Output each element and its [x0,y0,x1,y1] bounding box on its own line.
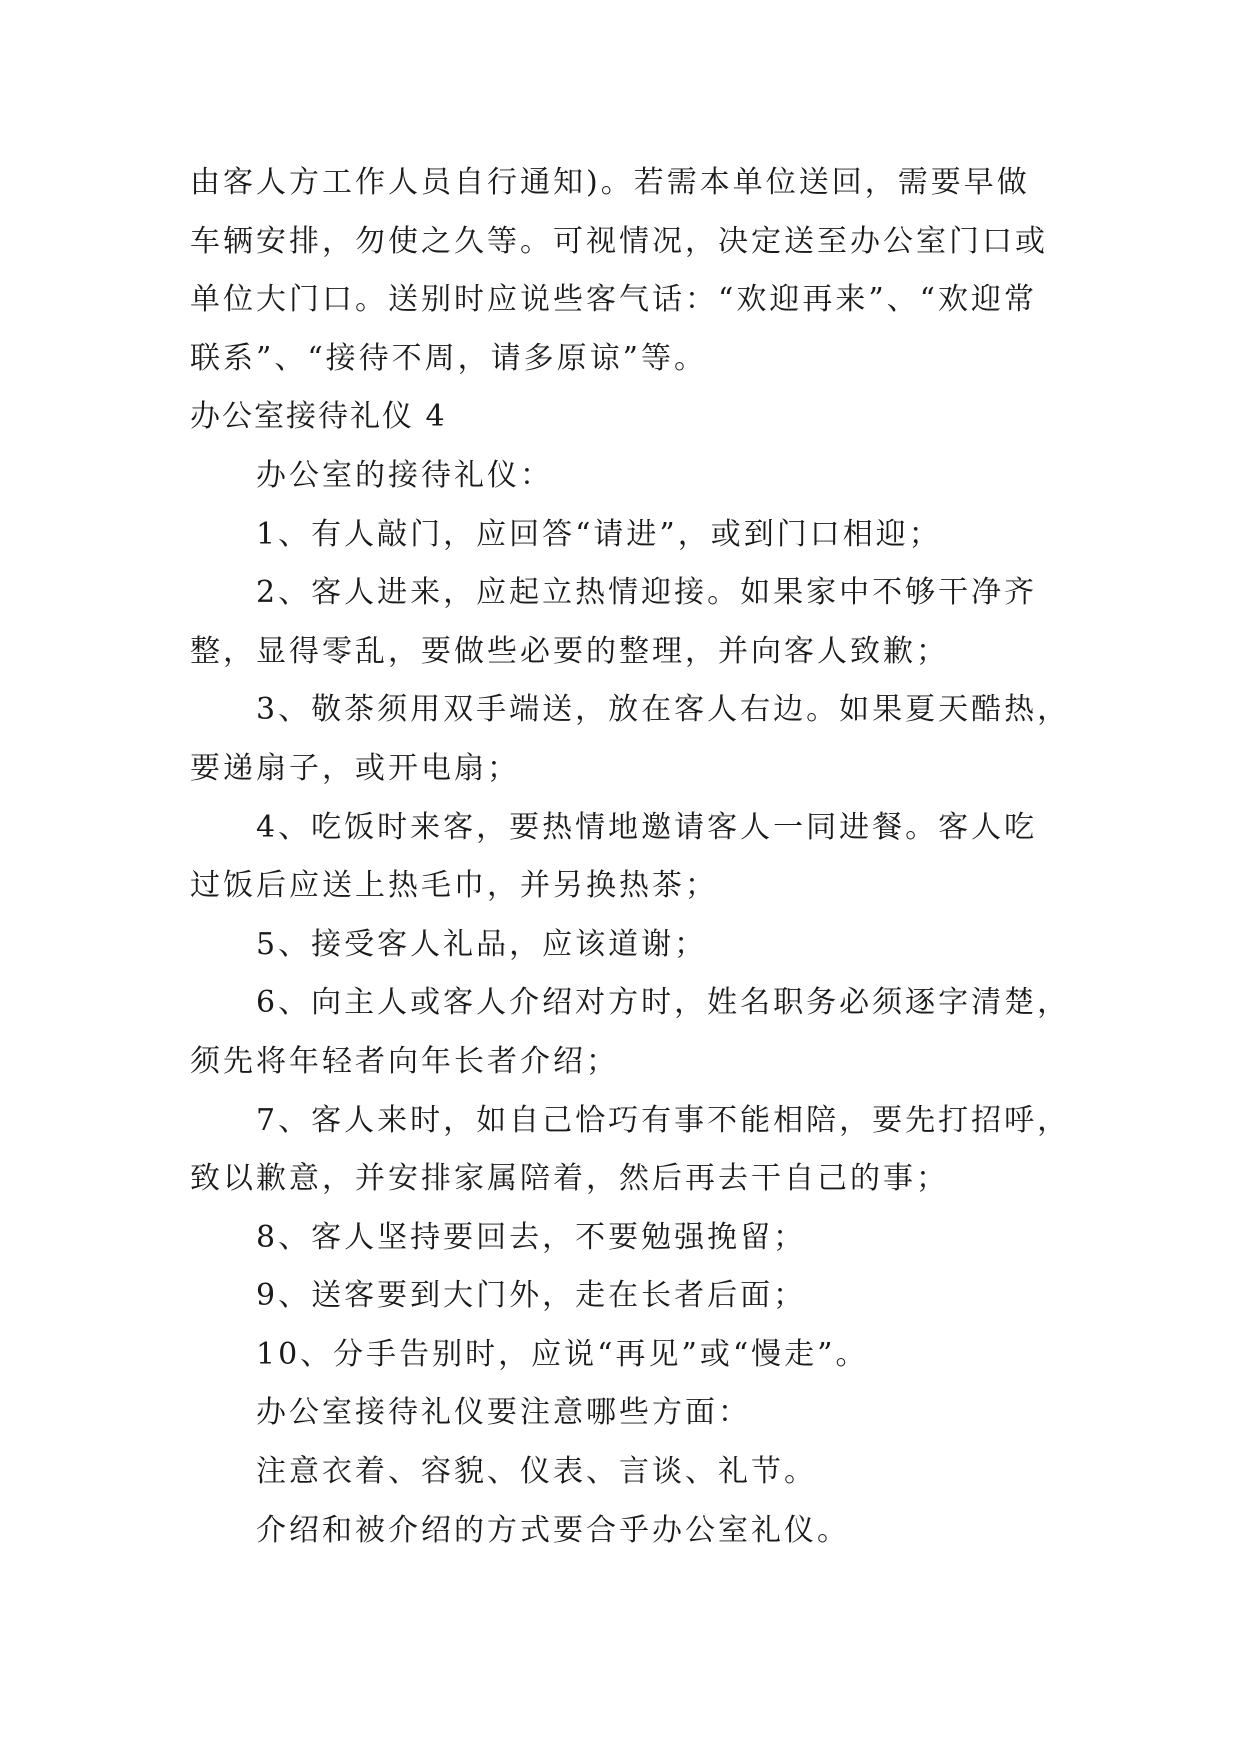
list-item: 2、客人进来，应起立热情迎接。如果家中不够干净齐 [256,575,1038,611]
list-item: 8、客人坚持要回去，不要勉强挽留； [256,1219,807,1255]
list-item: 4、吃饭时来客，要热情地邀请客人一同进餐。客人吃 [256,809,1038,845]
list-item: 1、有人敲门，应回答“请进”，或到门口相迎； [256,516,942,552]
paragraph-line: 介绍和被介绍的方式要合乎办公室礼仪。 [256,1512,850,1548]
list-item: 10、分手告别时，应说“再见”或“慢走”。 [256,1336,869,1372]
list-item: 6、向主人或客人介绍对方时，姓名职务必须逐字清楚， [256,985,1071,1021]
paragraph-line: 由客人方工作人员自行通知)。若需本单位送回，需要早做 [190,165,1030,200]
paragraph-line: 车辆安排，勿使之久等。可视情况，决定送至办公室门口或 [190,223,1048,259]
paragraph-line: 办公室接待礼仪要注意哪些方面： [256,1395,751,1431]
list-item: 5、接受客人礼品，应该道谢； [256,926,708,962]
paragraph-line: 注意衣着、容貌、仪表、言谈、礼节。 [256,1454,817,1490]
list-item: 9、送客要到大门外，走在长者后面； [256,1278,807,1314]
document-body [190,154,1070,1560]
section-heading: 办公室接待礼仪 4 [190,399,447,435]
paragraph-line: 办公室的接待礼仪： [256,457,553,493]
list-item: 7、客人来时，如自己恰巧有事不能相陪，要先打招呼， [256,1102,1071,1138]
list-item-continuation: 过饭后应送上热毛巾，并另换热茶； [190,868,718,904]
paragraph-line: 单位大门口。送别时应说些客气话：“欢迎再来”、“欢迎常 [190,282,1038,318]
list-item: 3、敬茶须用双手端送，放在客人右边。如果夏天酷热， [256,692,1071,728]
paragraph-line: 联系”、“接待不周，请多原谅”等。 [190,340,708,376]
list-item-continuation: 致以歉意，并安排家属陪着，然后再去干自己的事； [190,1161,949,1197]
list-item-continuation: 整，显得零乱，要做些必要的整理，并向客人致歉； [190,633,949,669]
list-item-continuation: 要递扇子，或开电扇； [190,750,520,786]
list-item-continuation: 须先将年轻者向年长者介绍； [190,1043,619,1079]
